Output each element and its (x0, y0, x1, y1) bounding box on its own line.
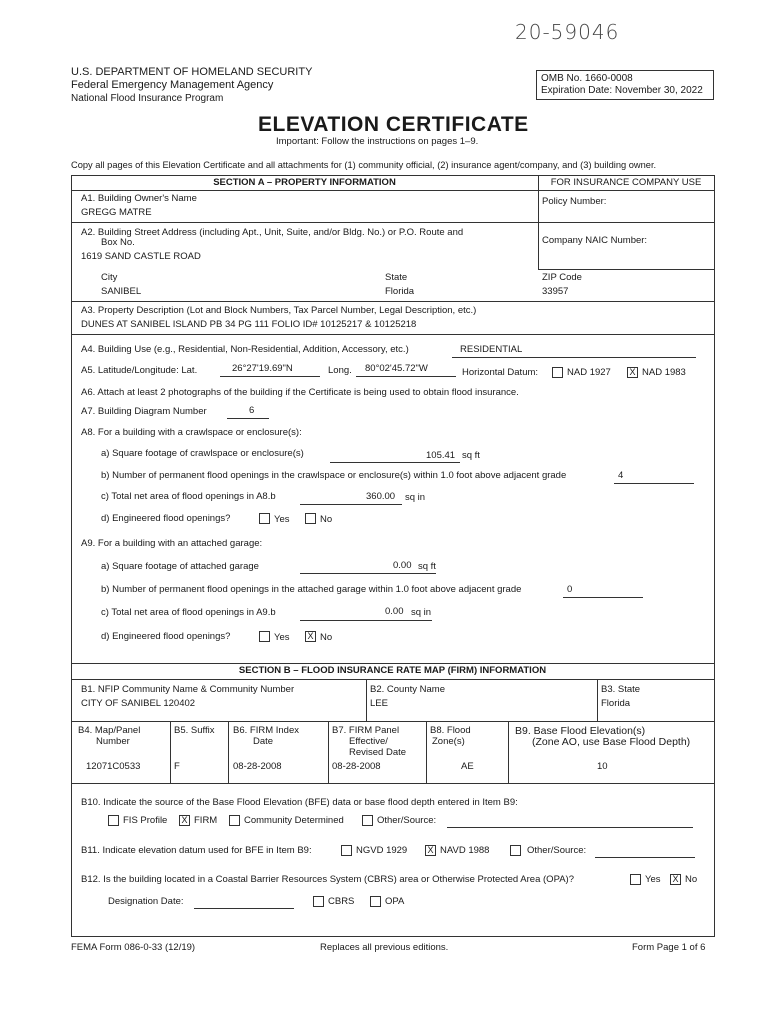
a4-label: A4. Building Use (e.g., Residential, Non-Residential, Addition, Accessory, etc.) (81, 344, 409, 355)
other-source-label: Other/Source: (377, 815, 437, 826)
community-value: CITY OF SANIBEL 120402 (81, 698, 196, 709)
a8c-value: 360.00 (366, 491, 396, 502)
city-value: SANIBEL (101, 286, 142, 297)
agency-block (71, 66, 312, 105)
copy-note: Copy all pages of this Elevation Certificate and all attachments for (1) community official, (2) insurance agent/company, and (3) building owner. (71, 160, 657, 170)
a5-label: A5. Latitude/Longitude: Lat. (81, 365, 198, 376)
building-use-value: RESIDENTIAL (460, 344, 523, 355)
cbrs-label: CBRS (328, 896, 355, 907)
a9c-unit: sq in (411, 607, 432, 618)
b6-label-cont: Date (253, 736, 274, 747)
opa-checkbox[interactable] (370, 896, 381, 907)
b11-label: B11. Indicate elevation datum used for BFE in Item B9: (81, 845, 312, 856)
city-label: City (101, 272, 118, 283)
b7-label-cont: Effective/ (349, 736, 388, 747)
firm-index-date: 08-28-2008 (233, 761, 282, 772)
a9a-value: 0.00 (393, 560, 412, 571)
b1-label: B1. NFIP Community Name & Community Number (81, 684, 295, 695)
a8c-unit: sq in (405, 492, 426, 503)
policy-number-label: Policy Number: (542, 196, 607, 207)
base-flood-elevation: 10 (597, 761, 608, 772)
nad1927-checkbox[interactable] (552, 367, 563, 378)
navd-checkbox[interactable]: X (425, 845, 436, 856)
b3-label: B3. State (601, 684, 641, 695)
state-label: State (385, 272, 408, 283)
a8d-no-label: No (320, 514, 333, 525)
opa-label: OPA (385, 896, 405, 907)
horizontal-datum-label: Horizontal Datum: (462, 367, 539, 378)
a9d-yes-checkbox[interactable] (259, 631, 270, 642)
insurance-use-header: FOR INSURANCE COMPANY USE (550, 177, 702, 188)
b10-label: B10. Indicate the source of the Base Flood Elevation (BFE) data or base flood depth entered in Item B9: (81, 797, 518, 808)
department-name: U.S. DEPARTMENT OF HOMELAND SECURITY (71, 66, 313, 78)
b5-label: B5. Suffix (174, 725, 215, 736)
b3-state-value: Florida (601, 698, 631, 709)
zip-value: 33957 (542, 286, 569, 297)
a2-label-cont: Box No. (101, 237, 135, 248)
a9b-label: b) Number of permanent flood openings in the attached garage within 1.0 foot above adjacent grade (101, 584, 522, 595)
latitude-value: 26°27'19.69"N (232, 363, 293, 374)
fis-profile-label: FIS Profile (123, 815, 168, 826)
section-b-header: SECTION B – FLOOD INSURANCE RATE MAP (FIRM) INFORMATION (238, 665, 547, 676)
a8d-yes-checkbox[interactable] (259, 513, 270, 524)
a8a-label: a) Square footage of crawlspace or enclosure(s) (101, 448, 304, 459)
a8b-value: 4 (618, 470, 624, 481)
nad1983-checkbox[interactable]: X (627, 367, 638, 378)
county-value: LEE (370, 698, 388, 709)
a8d-label: d) Engineered flood openings? (101, 513, 231, 524)
important-note: Important: Follow the instructions on pages 1–9. (276, 136, 479, 147)
a2-label: A2. Building Street Address (including Apt., Unit, Suite, and/or Bldg. No.) or P.O. Route and (81, 227, 464, 238)
a9d-yes-label: Yes (274, 632, 290, 643)
suffix-value: F (174, 761, 180, 772)
b2-label: B2. County Name (370, 684, 445, 695)
b12-no-label: No (685, 874, 698, 885)
a9d-label: d) Engineered flood openings? (101, 631, 231, 642)
ngvd-checkbox[interactable] (341, 845, 352, 856)
other-source-checkbox[interactable] (362, 815, 373, 826)
firm-label: FIRM (194, 815, 218, 826)
a6-label: A6. Attach at least 2 photographs of the building if the Certificate is being used to obtain flood insurance. (81, 387, 519, 398)
a9-label: A9. For a building with an attached garage: (81, 538, 263, 549)
b12-label: B12. Is the building located in a Coastal Barrier Resources System (CBRS) area or Otherwise Protected Area (OPA)? (81, 874, 574, 885)
omb-box (536, 70, 714, 100)
a3-label: A3. Property Description (Lot and Block Numbers, Tax Parcel Number, Legal Description, etc.) (81, 305, 477, 316)
a9a-label: a) Square footage of attached garage (101, 561, 259, 572)
agency-name: Federal Emergency Management Agency (71, 79, 274, 91)
cbrs-checkbox[interactable] (313, 896, 324, 907)
nad1927-label: NAD 1927 (567, 367, 611, 378)
a8c-label: c) Total net area of flood openings in A8.b (101, 491, 276, 502)
a8b-label: b) Number of permanent flood openings in the crawlspace or enclosure(s) within 1.0 foot above adjacent grade (101, 470, 567, 481)
property-description: DUNES AT SANIBEL ISLAND PB 34 PG 111 FOLIO ID# 10125217 & 10125218 (81, 319, 417, 330)
firm-panel-date: 08-28-2008 (332, 761, 381, 772)
street-address: 1619 SAND CASTLE ROAD (81, 251, 201, 262)
program-name: National Flood Insurance Program (71, 93, 224, 104)
a9a-unit: sq ft (418, 561, 436, 572)
other-datum-label: Other/Source: (527, 845, 587, 856)
community-determined-label: Community Determined (244, 815, 344, 826)
form-number: FEMA Form 086-0-33 (12/19) (71, 942, 196, 953)
b8-label-cont: Zone(s) (432, 736, 465, 747)
state-value: Florida (385, 286, 415, 297)
firm-checkbox[interactable]: X (179, 815, 190, 826)
designation-date-label: Designation Date: (108, 896, 184, 907)
b12-yes-checkbox[interactable] (630, 874, 641, 885)
a9d-no-label: No (320, 632, 333, 643)
a7-label: A7. Building Diagram Number (81, 406, 207, 417)
b7-label: B7. FIRM Panel (332, 725, 400, 736)
page-number: Form Page 1 of 6 (632, 942, 706, 953)
other-datum-checkbox[interactable] (510, 845, 521, 856)
b8-label: B8. Flood (430, 725, 471, 736)
omb-number: OMB No. 1660-0008 (541, 73, 633, 84)
a8d-no-checkbox[interactable] (305, 513, 316, 524)
fis-profile-checkbox[interactable] (108, 815, 119, 826)
b9-label-cont: (Zone AO, use Base Flood Depth) (532, 736, 691, 748)
community-determined-checkbox[interactable] (229, 815, 240, 826)
nad1983-label: NAD 1983 (642, 367, 686, 378)
zip-label: ZIP Code (542, 272, 582, 283)
a8d-yes-label: Yes (274, 514, 290, 525)
section-a-header: SECTION A – PROPERTY INFORMATION (213, 177, 396, 188)
owner-name: GREGG MATRE (81, 207, 152, 218)
page-title: ELEVATION CERTIFICATE (258, 113, 529, 136)
ngvd-label: NGVD 1929 (356, 845, 408, 856)
expiration-date: Expiration Date: November 30, 2022 (541, 85, 703, 96)
a9c-value: 0.00 (385, 606, 404, 617)
a9c-label: c) Total net area of flood openings in A9.b (101, 607, 276, 618)
a9d-no-checkbox[interactable]: X (305, 631, 316, 642)
b12-yes-label: Yes (645, 874, 661, 885)
b7-label-cont2: Revised Date (349, 747, 407, 758)
b4-label: B4. Map/Panel (78, 725, 141, 736)
handwritten-reference-number: 20-59046 (515, 20, 620, 44)
navd-label: NAVD 1988 (440, 845, 490, 856)
a9b-value: 0 (567, 584, 573, 595)
map-panel-number: 12071C0533 (86, 761, 141, 772)
naic-number-label: Company NAIC Number: (542, 235, 648, 246)
b4-label-cont: Number (96, 736, 130, 747)
a8a-value: 105.41 (426, 450, 456, 461)
b12-no-checkbox[interactable]: X (670, 874, 681, 885)
longitude-label: Long. (328, 365, 352, 376)
replaces-note: Replaces all previous editions. (320, 942, 449, 953)
a8a-unit: sq ft (462, 450, 480, 461)
building-diagram-number: 6 (249, 405, 255, 416)
a8-label: A8. For a building with a crawlspace or enclosure(s): (81, 427, 302, 438)
b9-label: B9. Base Flood Elevation(s) (515, 725, 646, 737)
a1-label: A1. Building Owner's Name (81, 193, 197, 204)
b6-label: B6. FIRM Index (233, 725, 299, 736)
longitude-value: 80°02'45.72"W (365, 363, 428, 374)
flood-zone-value: AE (461, 761, 474, 772)
